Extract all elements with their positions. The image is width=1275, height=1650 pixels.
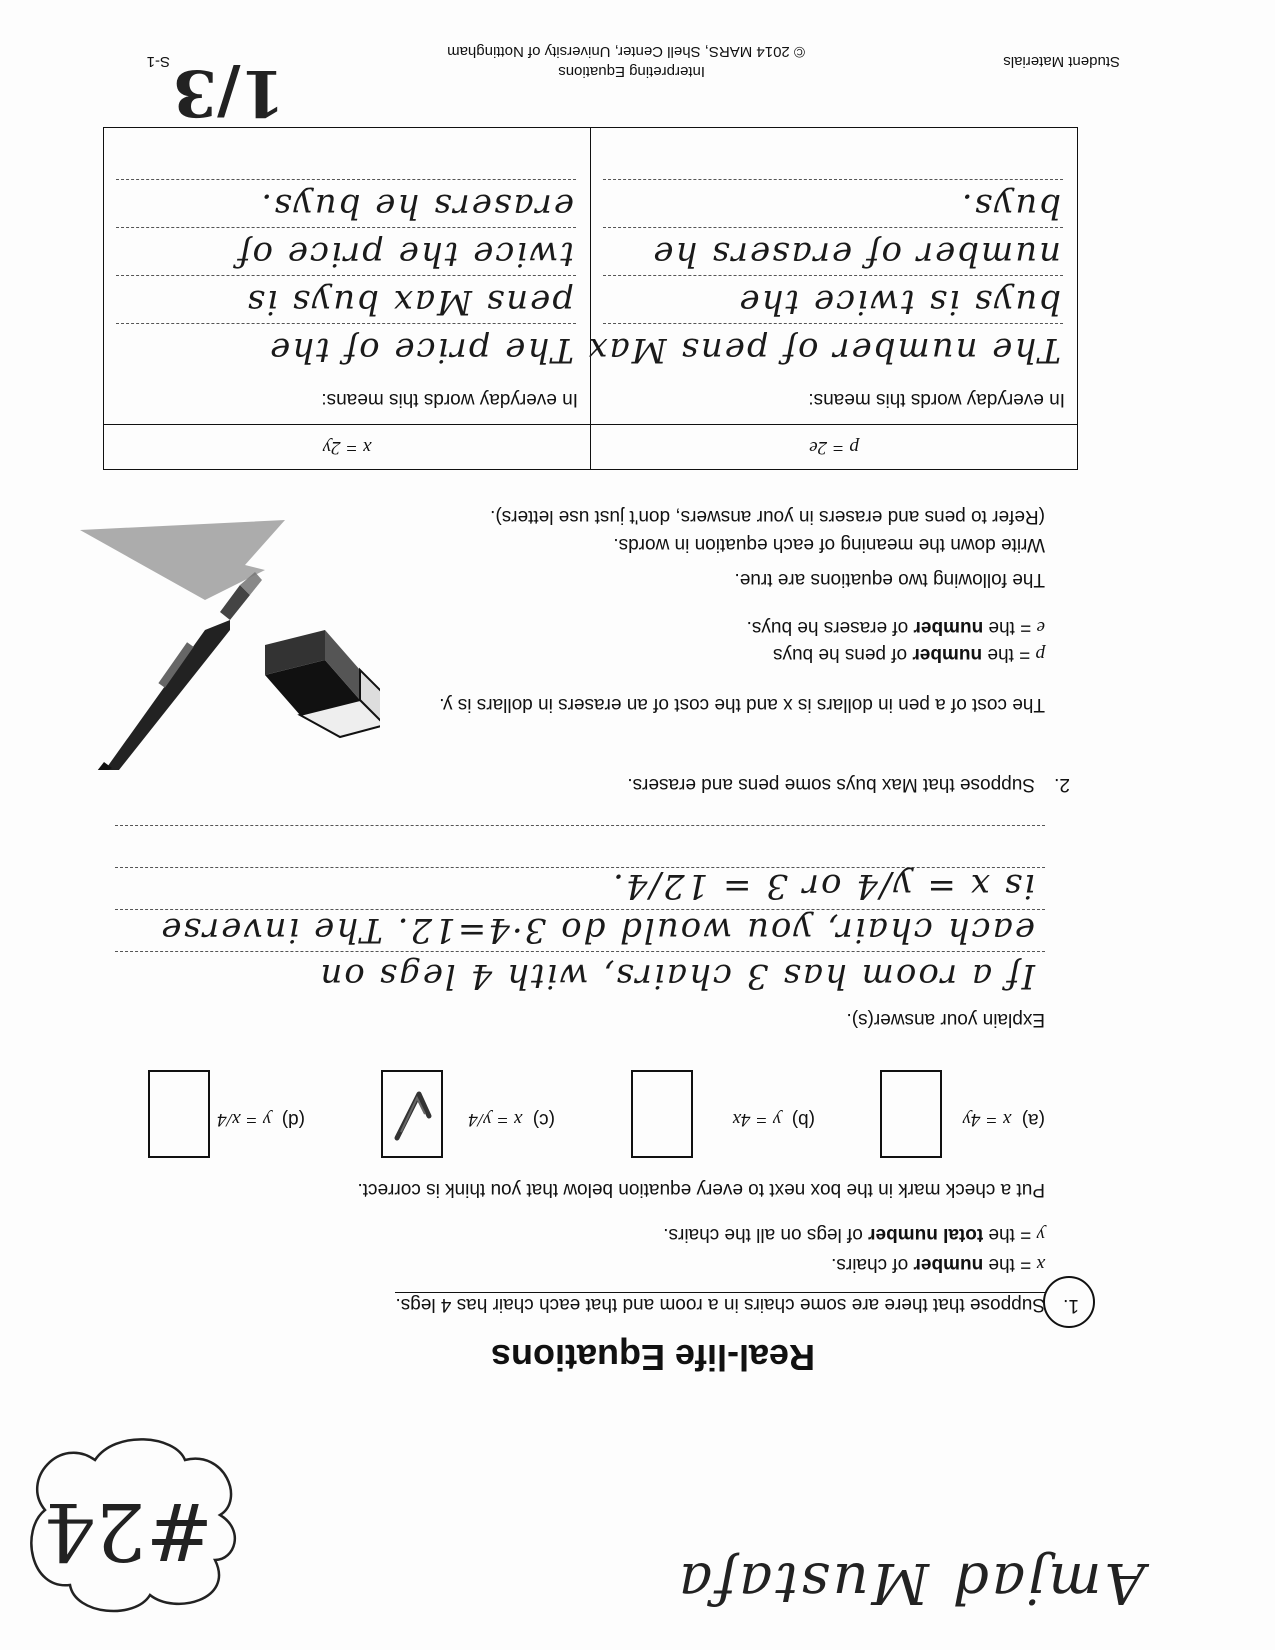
footer-center-2: © 2014 MARS, Shell Center, University of Nottingham bbox=[447, 43, 805, 60]
equations-table bbox=[103, 127, 1078, 470]
q1-def-x: x = the number of chairs. bbox=[831, 1254, 1045, 1275]
equation-cell-1: p = 2e bbox=[591, 425, 1078, 470]
score: 1/3 bbox=[172, 55, 285, 130]
eraser-icon bbox=[265, 630, 380, 737]
q2-cost-line: The cost of a pen in dollars is x and the cost of an erasers in dollars is y. bbox=[439, 694, 1045, 715]
answer-1-line-2: buys is twice the bbox=[737, 282, 1061, 322]
q1-answer-line-3: is x = y/4 or 3 = 12/4. bbox=[611, 866, 1035, 906]
answer-rule bbox=[116, 227, 576, 228]
answer-1-line-1: The number of pens Max bbox=[586, 330, 1061, 370]
q1-answer-rule-1 bbox=[115, 951, 1045, 952]
answer-rule bbox=[116, 275, 576, 276]
option-c-equation: (c) x = y/4 bbox=[468, 1109, 555, 1130]
footer-center-1: Interpreting Equations bbox=[558, 63, 705, 80]
means-label-1: In everyday words this means: bbox=[808, 389, 1065, 410]
answer-cell-1 bbox=[586, 128, 1078, 425]
q2-def-p: p = the number of pens he buys bbox=[773, 644, 1045, 665]
option-a-checkbox[interactable] bbox=[880, 1070, 942, 1158]
checkmark-icon bbox=[383, 1072, 441, 1156]
option-d-checkbox[interactable] bbox=[148, 1070, 210, 1158]
answer-2-line-4: erasers he buys. bbox=[259, 186, 574, 226]
option-b-equation: (b) y = 4x bbox=[732, 1109, 815, 1130]
q2-refer-line: (Refer to pens and erasers in your answers, don't just use letters). bbox=[490, 506, 1045, 527]
answer-rule bbox=[116, 179, 576, 180]
pen-eraser-illustration bbox=[80, 520, 380, 770]
answer-1-line-3: number of erasers he bbox=[651, 234, 1061, 274]
answer-2-line-3: twice the price of bbox=[235, 234, 574, 274]
answer-2-line-1: The price of the bbox=[268, 330, 574, 370]
q1-number: 1. bbox=[1063, 1295, 1079, 1316]
answer-2-line-2: pens Max buys is bbox=[245, 282, 574, 322]
means-label-2: In everyday words this means: bbox=[321, 389, 578, 410]
q1-prompt: Suppose that there are some chairs in a room and that each chair has 4 legs. bbox=[395, 1294, 1045, 1315]
page-title: Real-life Equations bbox=[490, 1337, 815, 1378]
id-cloud bbox=[15, 1430, 245, 1620]
q2-prompt: Suppose that Max buys some pens and erasers. bbox=[627, 774, 1035, 795]
answer-rule bbox=[603, 227, 1063, 228]
answer-rule bbox=[603, 179, 1063, 180]
answer-1-line-4: buys. bbox=[959, 186, 1061, 226]
q2-number: 2. bbox=[1054, 774, 1070, 795]
footer-right: S-1 bbox=[146, 53, 170, 70]
q1-answer-rule-4 bbox=[115, 825, 1045, 826]
option-d-equation: (d) y = x/4 bbox=[217, 1109, 305, 1130]
q1-answer-line-1: If a room has 3 chairs, with 4 legs on bbox=[318, 956, 1035, 996]
student-name: Amjad Mustafa bbox=[675, 1550, 1145, 1615]
table-answer-row bbox=[104, 128, 1078, 425]
answer-rule bbox=[603, 275, 1063, 276]
q1-explain-label: Explain your answer(s). bbox=[846, 1009, 1045, 1030]
q2-true-line: The following two equations are true. bbox=[734, 569, 1045, 590]
footer-left: Student Materials bbox=[1003, 53, 1120, 70]
pen-icon bbox=[90, 572, 262, 770]
option-c-checkbox[interactable] bbox=[381, 1070, 443, 1158]
option-b-checkbox[interactable] bbox=[631, 1070, 693, 1158]
answer-cell-2 bbox=[104, 128, 591, 425]
q1-answer-line-2: each chair, you would do 3·4=12. The inverse bbox=[159, 910, 1035, 950]
option-a-equation: (a) x = 4y bbox=[962, 1109, 1045, 1130]
id-number: #24 bbox=[44, 1485, 213, 1578]
q2-def-e: e = the number of erasers he buys. bbox=[746, 617, 1045, 638]
q1-instruction: Put a check mark in the box next to every equation below that you think is correct. bbox=[357, 1179, 1045, 1200]
q1-def-y: y = the total number of legs on all the chairs. bbox=[663, 1224, 1045, 1245]
equation-cell-2: x = 2y bbox=[104, 425, 591, 470]
answer-rule bbox=[603, 323, 1063, 324]
pen-and-eraser-icon bbox=[80, 520, 380, 770]
answer-rule bbox=[116, 323, 576, 324]
table-header-row bbox=[104, 425, 1078, 470]
q2-write-line: Write down the meaning of each equation in words. bbox=[613, 534, 1045, 555]
